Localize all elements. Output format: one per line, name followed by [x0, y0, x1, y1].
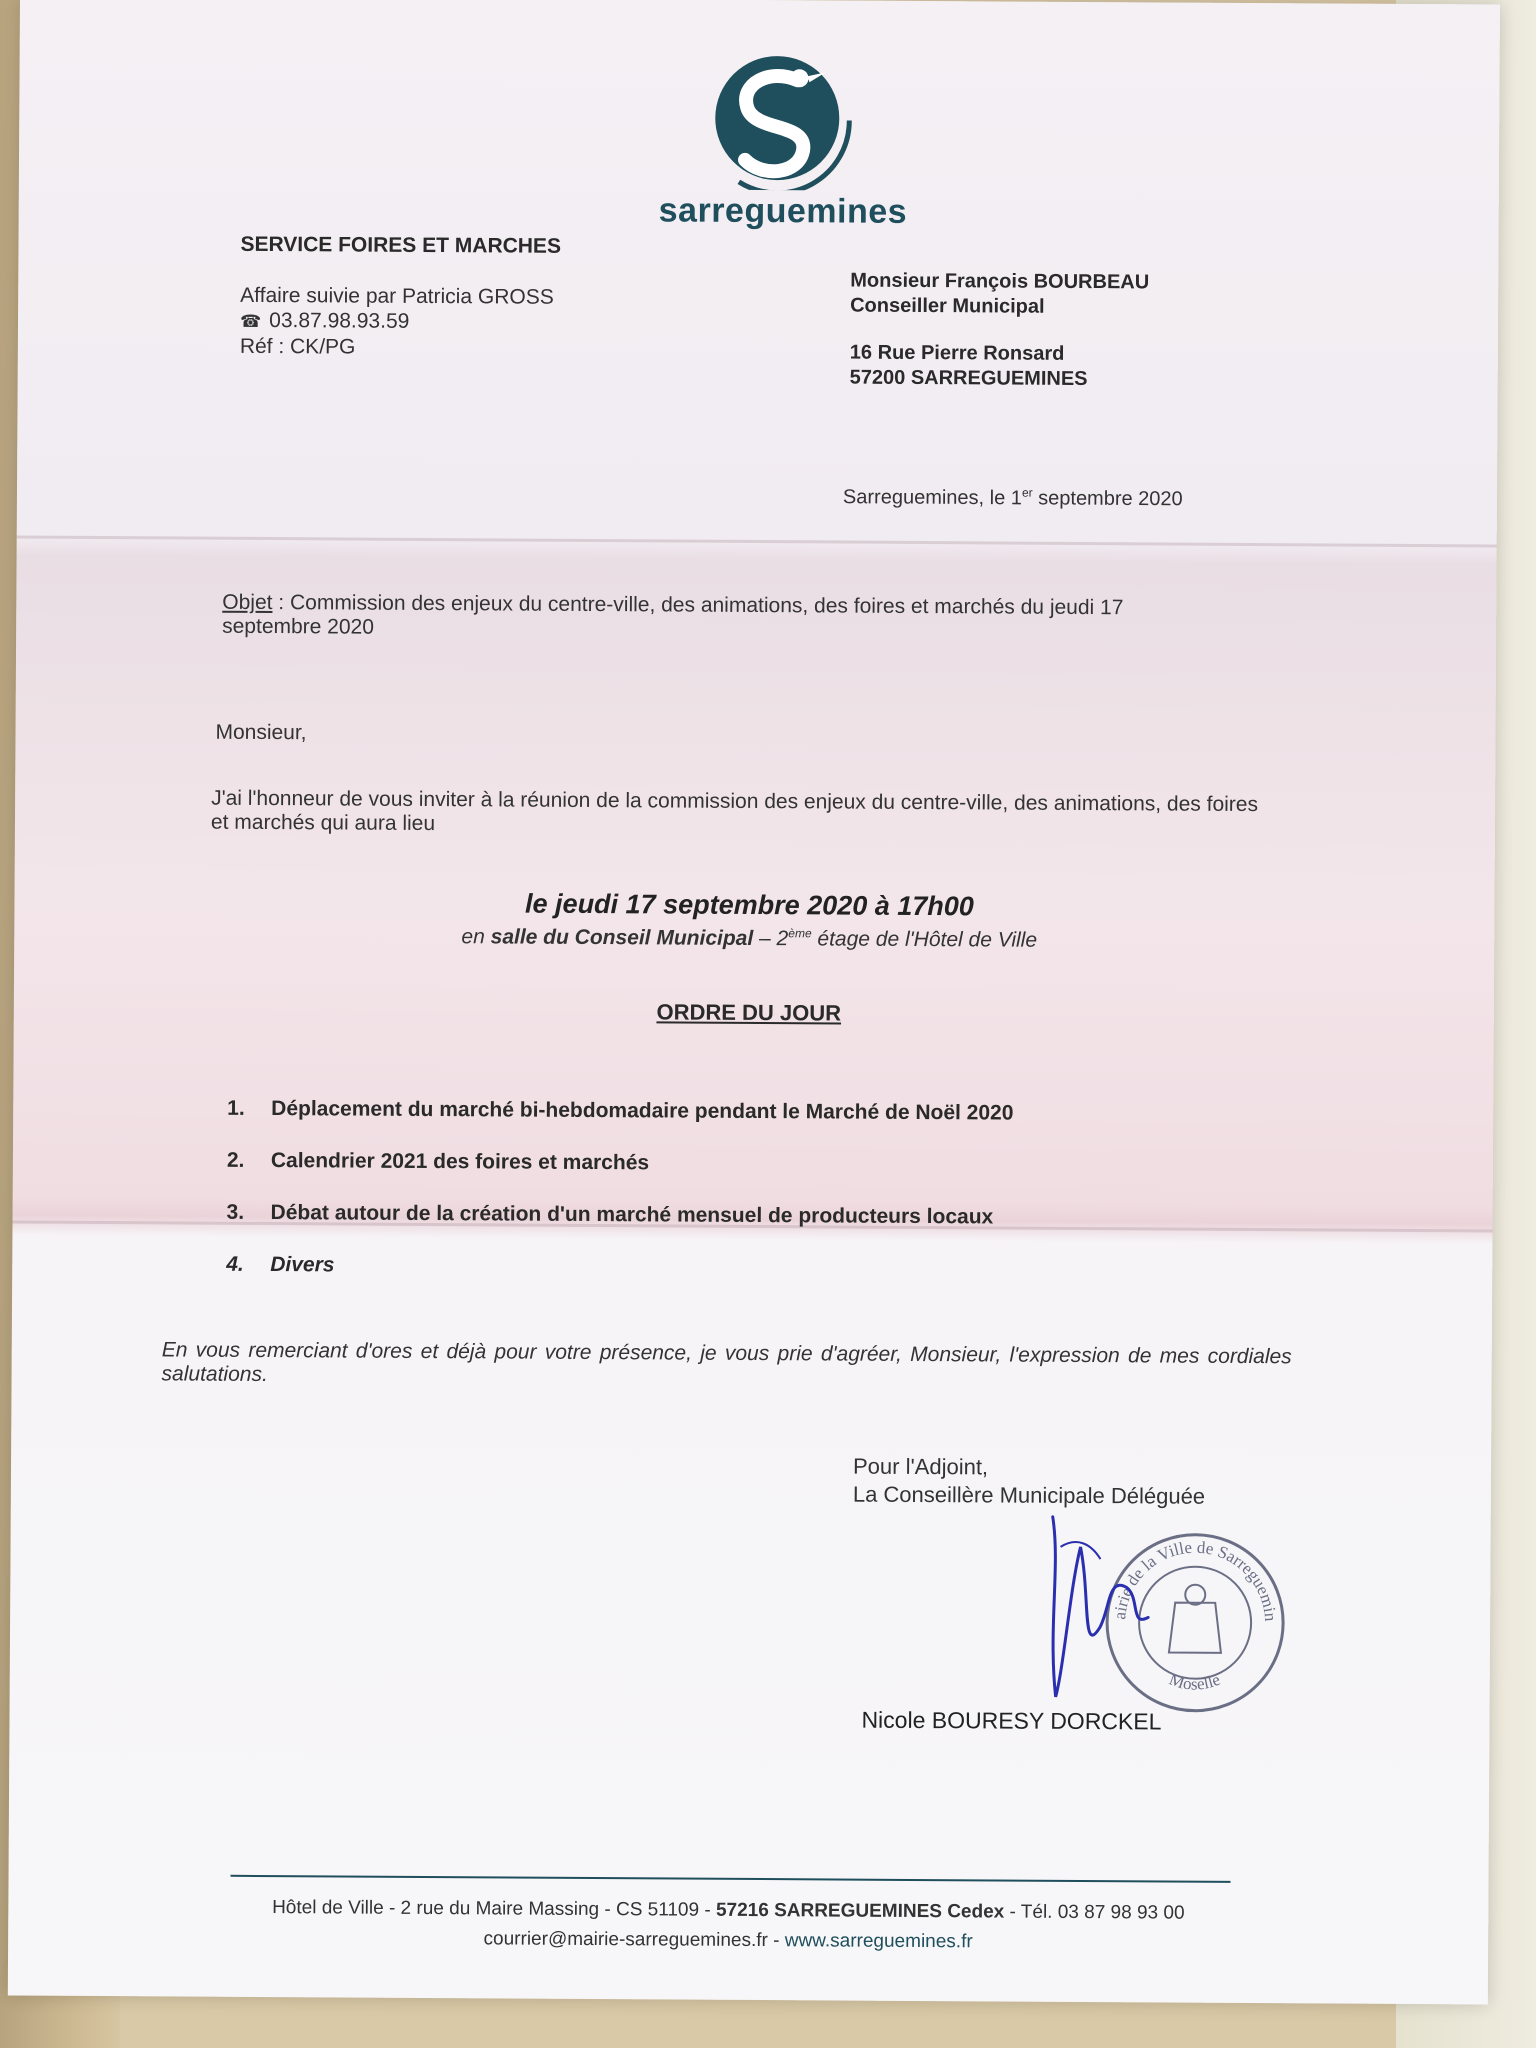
meeting-datetime: le jeudi 17 septembre 2020 à 17h00: [524, 888, 974, 922]
footer-email[interactable]: courrier@mairie-sarreguemines.fr: [483, 1928, 768, 1952]
signature-title: Pour l'Adjoint, La Conseillère Municipale Déléguée: [852, 1453, 1206, 1509]
phone-number: 03.87.98.93.59: [269, 309, 410, 333]
reference: Réf : CK/PG: [239, 334, 356, 359]
recipient-street: 16 Rue Pierre Ronsard: [849, 341, 1065, 365]
footer-website[interactable]: www.sarreguemines.fr: [784, 1930, 973, 1953]
list-item: 4. Divers: [226, 1252, 335, 1277]
subject-line: [222, 591, 1222, 645]
list-item: 2. Calendrier 2021 des foires et marchés: [226, 1148, 650, 1175]
letter-date: Sarreguemines, le 1er septembre 2020: [842, 485, 1183, 511]
swan-logo-icon: [699, 50, 860, 191]
stamp-text-top: Mairie de la Ville de Sarreguemines: [1110, 1537, 1281, 1622]
footer-divider: [231, 1875, 1231, 1883]
signer-name: Nicole BOURESY DORCKEL: [861, 1706, 1162, 1735]
handwritten-signature: [1030, 1507, 1171, 1713]
paper-fold: [17, 535, 1497, 547]
salutation: Monsieur,: [215, 720, 307, 745]
svg-text:Moselle: [1167, 1669, 1223, 1693]
subject-label: Objet: [222, 590, 273, 615]
subject-text: : Commission des enjeux du centre-ville, des animations, des foires et marchés du jeudi 17 septembre 2020: [222, 591, 1124, 639]
closing-paragraph: En vous remerciant d'ores et déjà pour votre présence, je vous prie d'agréer, Monsieur, l'expression de mes cordiales salutations.: [161, 1338, 1292, 1387]
footer-address: Hôtel de Ville - 2 rue du Maire Massing - CS 51109 - 57216 SARREGUEMINES Cedex - Tél. 03 87 98 93 00: [272, 1897, 1185, 1924]
city-logo: [658, 49, 908, 231]
phone-icon: ☎: [239, 311, 262, 331]
recipient-title: Conseiller Municipal: [850, 294, 1045, 318]
phone-line: [240, 308, 554, 336]
invitation-paragraph: J'ai l'honneur de vous inviter à la réunion de la commission des enjeux du centre-ville, des animations, des foires et marchés qui aura lieu: [210, 786, 1259, 836]
followed-by: Affaire suivie par Patricia GROSS: [240, 283, 554, 309]
agenda-list: [226, 1097, 1227, 1311]
list-item: 3. Débat autour de la création d'un marché mensuel de producteurs locaux: [226, 1200, 994, 1229]
recipient-address: [850, 269, 1150, 393]
recipient-city: 57200 SARREGUEMINES: [849, 366, 1088, 391]
service-name: SERVICE FOIRES ET MARCHES: [240, 232, 562, 258]
sender-block: [240, 283, 554, 361]
letter-paper: [8, 0, 1500, 2004]
logo-wordmark: sarreguemines: [658, 191, 908, 231]
footer-contact: courrier@mairie-sarreguemines.fr - www.sarreguemines.fr: [483, 1928, 973, 1953]
list-item: 1. Déplacement du marché bi-hebdomadaire pendant le Marché de Noël 2020: [227, 1096, 1014, 1125]
recipient-name: Monsieur François BOURBEAU: [850, 269, 1150, 294]
agenda-heading: ORDRE DU JOUR: [656, 999, 842, 1026]
signature-scribble-icon: [1030, 1507, 1171, 1708]
meeting-location: en salle du Conseil Municipal – 2ème étage de l'Hôtel de Ville: [461, 925, 1038, 952]
stamp-text-bottom: Moselle: [1166, 1669, 1223, 1694]
